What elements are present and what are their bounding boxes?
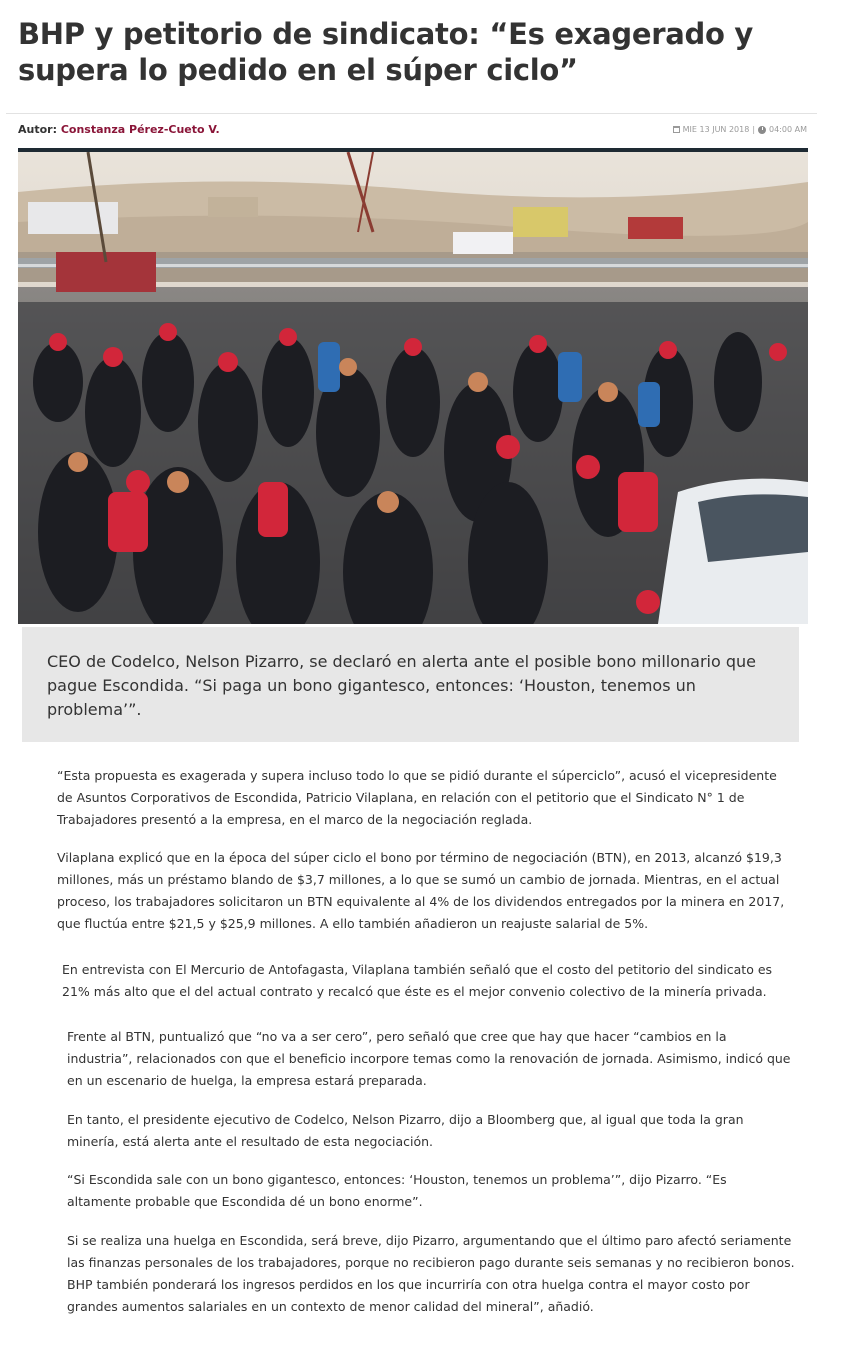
clock-icon <box>758 126 766 134</box>
article-photo <box>18 148 808 624</box>
meta-separator: | <box>752 125 756 134</box>
photo-caption: CEO de Codelco, Nelson Pizarro, se declaró en alerta ante el posible bono millonario que pague Escondida. “Si paga un bono gigantesco, entonces: ‘Houston, tenemos un problema’”. <box>47 652 757 719</box>
body-paragraph: En tanto, el presidente ejecutivo de Codelco, Nelson Pizarro, dijo a Bloomberg que, al igual que toda la gran minería, está alerta ante el resultado de esta negociación. <box>67 1112 744 1149</box>
photo-caption-box <box>22 627 799 742</box>
publish-date: MIE 13 JUN 2018 <box>682 125 750 134</box>
body-paragraph: En entrevista con El Mercurio de Antofagasta, Vilaplana también señaló que el costo del petitorio del sindicato es 21% más alto que el del actual contrato y recalcó que éste es el mejor convenio colectivo de la minería privada. <box>62 962 773 999</box>
publish-time: 04:00 AM <box>769 125 807 134</box>
byline <box>18 123 220 136</box>
author-link[interactable]: Constanza Pérez-Cueto V. <box>60 123 220 136</box>
body-paragraph: “Esta propuesta es exagerada y supera incluso todo lo que se pidió durante el súperciclo”, acusó el vicepresidente de Asuntos Corporativos de Escondida, Patricio Vilaplana, en relación con el petitorio que el Sindicato N° 1 de Trabajadores presentó a la empresa, en el marco de la negociación reglada. <box>57 768 777 827</box>
body-paragraph: “Si Escondida sale con un bono gigantesco, entonces: ‘Houston, tenemos un problema’”, dijo Pizarro. “Es altamente probable que Escondida dé un bono enorme”. <box>67 1172 727 1209</box>
author-label: Autor: <box>18 123 57 136</box>
body-paragraph: Si se realiza una huelga en Escondida, será breve, dijo Pizarro, argumentando que el último paro afectó seriamente las finanzas personales de los trabajadores, porque no recibieron pago durante seis semanas y no recibieron bonos. BHP también ponderará los ingresos perdidos en los que incurriría con otra huelga contra el mayor costo por grandes aumentos salariales en un contexto de menor calidad del mineral”, añadió. <box>67 1233 795 1314</box>
article-title: BHP y petitorio de sindicato: “Es exagerado y supera lo pedido en el súper ciclo” <box>18 17 753 87</box>
header-divider <box>6 113 817 114</box>
calendar-icon <box>673 126 680 133</box>
article-meta <box>673 125 807 134</box>
body-paragraph: Frente al BTN, puntualizó que “no va a ser cero”, pero señaló que cree que hay que hacer “cambios en la industria”, relacionados con que el beneficio incorpore temas como la renovación de jornada. Asimismo, indicó que en un escenario de huelga, la empresa estará preparada. <box>67 1029 791 1088</box>
body-paragraph: Vilaplana explicó que en la época del súper ciclo el bono por término de negociación (BTN), en 2013, alcanzó $19,3 millones, más un préstamo blando de $3,7 millones, a lo que se sumó un cambio de jornada. Mientras, en el actual proceso, los trabajadores solicitaron un BTN equivalente al 4% de los dividendos entregados por la minera en 2017, que fluctúa entre $21,5 y $25,9 millones. A ello también añadieron un reajuste salarial de 5%. <box>57 850 785 931</box>
